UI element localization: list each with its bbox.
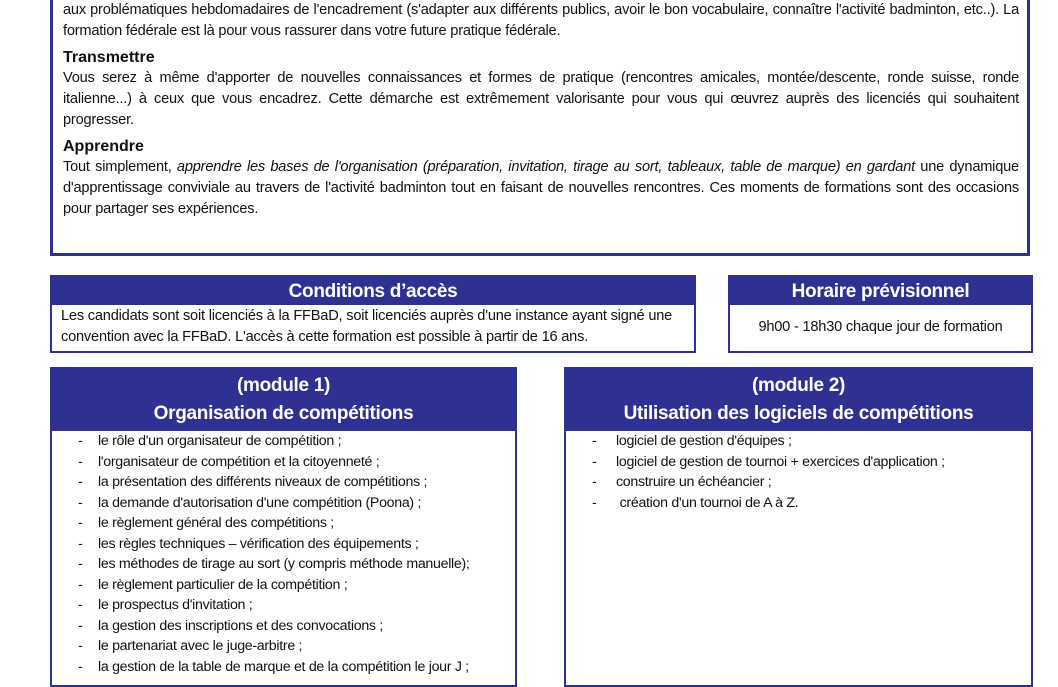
list-item-text: la demande d'autorisation d'une compétition (Poona) ; <box>98 494 422 511</box>
list-item <box>52 636 515 657</box>
bullet-dash: - <box>78 638 83 654</box>
module2-box <box>564 367 1033 687</box>
bullet-dash: - <box>78 453 83 470</box>
list-item-text: l'organisateur de compétition et la citoyenneté ; <box>98 453 380 470</box>
list-item <box>52 575 515 596</box>
list-item-text: les méthodes de tirage au sort (y compris méthode manuelle); <box>98 556 470 572</box>
bullet-dash: - <box>78 515 83 531</box>
module2-title: Utilisation des logiciels de compétitions <box>623 403 974 424</box>
intro-frame <box>50 0 1030 256</box>
list-item <box>52 452 515 473</box>
horaire-box <box>728 275 1033 353</box>
list-item-text: logiciel de gestion d'équipes ; <box>616 433 792 449</box>
list-item <box>52 472 515 493</box>
apprendre-text-italic: apprendre les bases de l'organisation (préparation, invitation, tirage au sort, tableaux, table de marque) en gardant <box>176 159 915 175</box>
apprendre-text <box>63 157 1019 220</box>
list-item <box>52 616 515 637</box>
list-item <box>566 472 1031 493</box>
list-item <box>52 595 515 616</box>
horaire-title: Horaire prévisionnel <box>728 275 1033 305</box>
conditions-text: Les candidats sont soit licenciés à la FFBaD, soit licenciés auprès d'une instance ayant signé une convention avec la FFBaD. L'accès à cette formation est possible à partir de 16 ans. <box>61 308 673 345</box>
list-item <box>52 513 515 534</box>
module2-number: (module 2) <box>751 375 846 396</box>
list-item-text: le rôle d'un organisateur de compétition ; <box>98 433 342 449</box>
transmettre-section <box>63 48 1019 131</box>
list-item-text: le prospectus d'invitation ; <box>98 597 253 613</box>
bullet-dash: - <box>592 433 597 449</box>
bullet-dash: - <box>78 494 83 511</box>
conditions-title: Conditions d’accès <box>50 275 696 305</box>
list-item <box>566 431 1031 452</box>
module2-list <box>566 431 1031 513</box>
list-item <box>52 431 515 452</box>
list-item-text: construire un échéancier ; <box>616 474 772 490</box>
intro-paragraph <box>63 0 1019 42</box>
bullet-dash: - <box>78 535 83 552</box>
horaire-text: 9h00 - 18h30 chaque jour de formation <box>758 319 1003 335</box>
list-item-text: logiciel de gestion de tournoi + exercices d'application ; <box>616 453 945 470</box>
list-item <box>52 534 515 555</box>
transmettre-title: Transmettre <box>63 49 155 66</box>
module1-title: Organisation de compétitions <box>153 403 414 424</box>
bullet-dash: - <box>78 556 83 572</box>
list-item-text: le partenariat avec le juge-arbitre ; <box>98 638 303 654</box>
bullet-dash: - <box>592 494 597 511</box>
list-item-text: création d'un tournoi de A à Z. <box>616 494 799 511</box>
intro-text: aux problématiques hebdomadaires de l'encadrement (s'adapter aux différents publics, avoir le bon vocabulaire, connaître l'activité badminton, etc..). La formation fédérale est là pour vous rassurer dans votre future pratique fédérale. <box>63 2 1019 39</box>
list-item-text: la gestion des inscriptions et des convocations ; <box>98 617 383 634</box>
conditions-box <box>50 275 696 353</box>
bullet-dash: - <box>592 474 597 490</box>
apprendre-title: Apprendre <box>63 138 144 155</box>
bullet-dash: - <box>78 658 83 675</box>
bullet-dash: - <box>592 453 597 470</box>
bullet-dash: - <box>78 576 83 593</box>
module1-list <box>52 431 515 677</box>
list-item <box>52 657 515 678</box>
list-item-text: la présentation des différents niveaux de compétitions ; <box>98 474 428 490</box>
list-item-text: les règles techniques – vérification des équipements ; <box>98 535 419 552</box>
module2-header <box>564 367 1033 431</box>
list-item <box>52 493 515 514</box>
module1-number: (module 1) <box>236 375 331 396</box>
list-item-text: la gestion de la table de marque et de la compétition le jour J ; <box>98 658 469 675</box>
bullet-dash: - <box>78 617 83 634</box>
apprendre-section <box>63 137 1019 220</box>
list-item-text: le règlement général des compétitions ; <box>98 515 334 531</box>
bullet-dash: - <box>78 474 83 490</box>
module1-box <box>50 367 517 687</box>
list-item <box>566 452 1031 473</box>
bullet-dash: - <box>78 433 83 449</box>
transmettre-text: Vous serez à même d'apporter de nouvelles connaissances et formes de pratique (rencontres amicales, montée/descente, ronde suisse, ronde italienne...) à ceux que vous encadrez. Cette démarche est extrêmement valorisante pour vous qui œuvrez auprès des licenciés qui souhaitent progresser. <box>63 70 1019 128</box>
module1-header <box>50 367 517 431</box>
list-item <box>52 554 515 575</box>
apprendre-text-end: une dynamique d'apprentissage conviviale au travers de l'activité badminton tout en faisant de nouvelles rencontres. Ces moments de formations sont des occasions pour partager ses expériences. <box>63 159 1019 217</box>
apprendre-text-start: Tout simplement, <box>63 159 177 175</box>
bullet-dash: - <box>78 597 83 613</box>
list-item-text: le règlement particulier de la compétition ; <box>98 576 348 593</box>
list-item <box>566 493 1031 514</box>
